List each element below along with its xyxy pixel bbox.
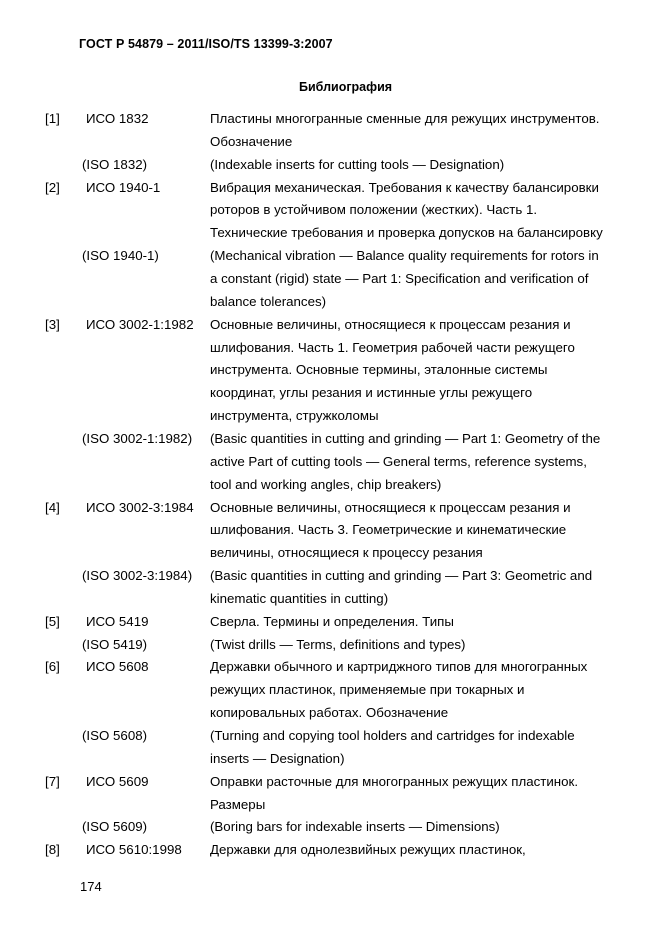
entry-en-title-line: (Basic quantities in cutting and grinding — Part 3: Geometric and [210, 568, 593, 583]
entry-ru-title-line: Державки обычного и картриджного типов для многогранных [210, 659, 588, 675]
section-title: Библиография [299, 80, 393, 94]
entry-number: [6] [45, 659, 60, 675]
document-header: ГОСТ Р 54879 – 2011/ISO/TS 13399-3:2007 [79, 37, 333, 51]
entry-ru-title-line: инструмента, стружколомы [210, 408, 379, 424]
entry-ru-code: ИСО 3002-1:1982 [86, 316, 194, 332]
page-number: 174 [80, 879, 102, 894]
entry-ru-code: ИСО 5609 [86, 773, 149, 789]
entry-number: [1] [45, 111, 60, 126]
entry-ru-title-line: Вибрация механическая. Требования к качеству балансировки [210, 179, 599, 195]
entry-ru-title-line: Основные величины, относящиеся к процессам резания и [210, 316, 571, 332]
entry-en-title-line: (Twist drills — Terms, definitions and types) [210, 636, 466, 652]
entry-ru-code: ИСО 5608 [86, 659, 149, 675]
entry-number: [8] [45, 842, 60, 858]
entry-number: [5] [45, 613, 60, 629]
entry-en-code: (ISO 1940-1) [82, 248, 159, 264]
entry-number: [7] [45, 773, 60, 789]
entry-ru-code: ИСО 5419 [86, 613, 149, 629]
entry-number: [2] [45, 179, 60, 195]
entry-ru-title-line: Основные величины, относящиеся к процессам резания и [210, 499, 571, 515]
entry-en-code: (ISO 1832) [82, 156, 148, 172]
entry-ru-title-line: шлифования. Часть 3. Геометрические и кинематические [210, 522, 567, 538]
entry-ru-code: ИСО 1832 [86, 111, 149, 126]
entry-ru-code: ИСО 1940-1 [86, 179, 161, 195]
entry-ru-title-line: копировальных работах. Обозначение [210, 705, 449, 721]
entry-en-code: (ISO 3002-1:1982) [82, 430, 193, 446]
entry-en-title-line: active Part of cutting tools — General terms, reference systems, [210, 453, 587, 469]
entry-en-title-line: (Mechanical vibration — Balance quality requirements for rotors in [210, 248, 599, 264]
entry-ru-title-line: режущих пластинок, применяемые при токарных и [210, 682, 525, 698]
entry-en-code: (ISO 5419) [82, 636, 148, 652]
entry-ru-title-line: Державки для однолезвийных режущих пластинок, [210, 842, 526, 858]
entry-ru-title-line: координат, углы резания и истинные углы режущего [210, 385, 533, 401]
entry-ru-code: ИСО 3002-3:1984 [86, 499, 194, 515]
entry-number: [3] [45, 316, 60, 332]
entry-ru-code: ИСО 5610:1998 [86, 842, 182, 858]
entry-ru-title-line: Технические требования и проверка допусков на балансировку [210, 225, 603, 241]
entry-en-title-line: balance tolerances) [210, 293, 327, 309]
entry-number: [4] [45, 499, 60, 515]
entry-en-title-line: a constant (rigid) state — Part 1: Specification and verification of [210, 271, 589, 286]
entry-ru-title-line: Оправки расточные для многогранных режущих пластинок. [210, 773, 579, 789]
entry-en-code: (ISO 5608) [82, 728, 148, 743]
entry-en-title-line: (Basic quantities in cutting and grinding — Part 1: Geometry of the [210, 430, 601, 446]
entry-ru-title-line: шлифования. Часть 1. Геометрия рабочей части режущего [210, 339, 575, 355]
entry-ru-title-line: величины, относящиеся к процессу резания [210, 545, 483, 561]
entry-en-code: (ISO 3002-3:1984) [82, 568, 193, 583]
entry-ru-title-line: Обозначение [210, 133, 293, 149]
entry-ru-title-line: Сверла. Термины и определения. Типы [210, 613, 454, 629]
entry-en-title-line: tool and working angles, chip breakers) [210, 476, 442, 492]
entry-en-title-line: (Indexable inserts for cutting tools — Designation) [210, 156, 505, 172]
entry-ru-title-line: роторов в устойчивом положении (жестких). Часть 1. [210, 202, 538, 218]
entry-en-title-line: (Boring bars for indexable inserts — Dimensions) [210, 819, 500, 835]
entry-ru-title-line: Пластины многогранные сменные для режущих инструментов. [210, 111, 600, 126]
entry-en-title-line: (Turning and copying tool holders and cartridges for indexable [210, 728, 575, 743]
entry-en-code: (ISO 5609) [82, 819, 148, 835]
entry-ru-title-line: инструмента. Основные термины, эталонные системы [210, 362, 548, 378]
entry-en-title-line: kinematic quantities in cutting) [210, 590, 389, 606]
entry-ru-title-line: Размеры [210, 796, 266, 812]
entry-en-title-line: inserts — Designation) [210, 750, 345, 766]
